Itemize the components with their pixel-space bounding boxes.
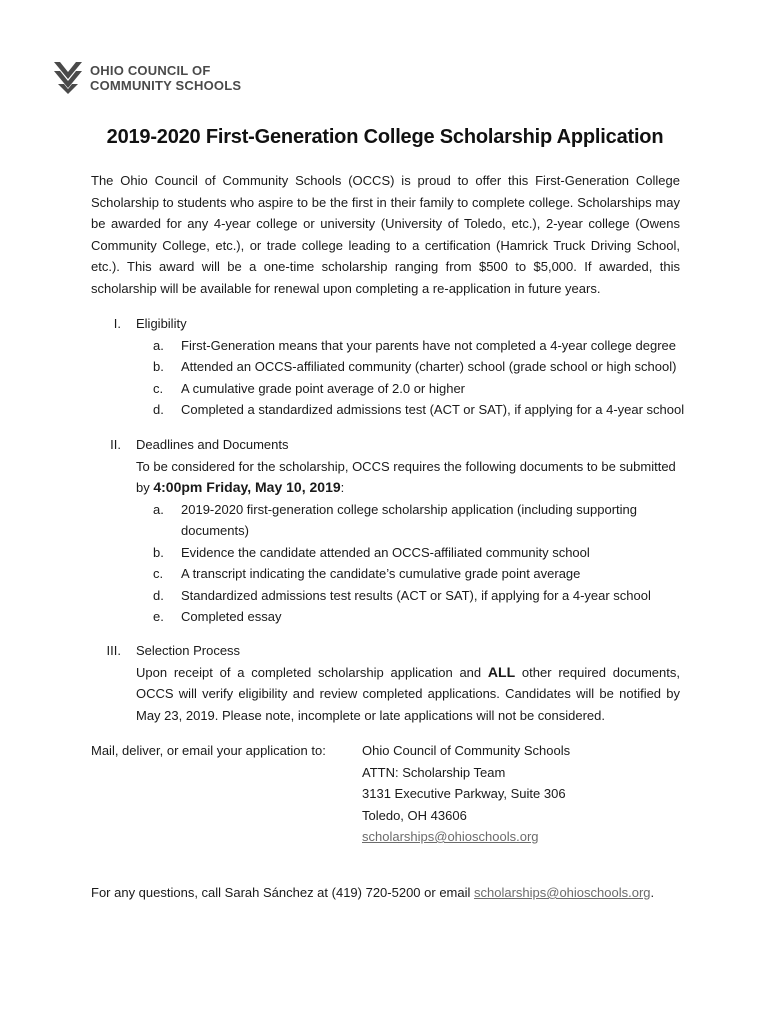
- deadline-intro-text: To be considered for the scholarship, OCCS requires the following documents to be submitted by: [136, 458, 676, 495]
- footer-period: .: [650, 885, 655, 900]
- list-item: [91, 542, 691, 564]
- logo-wordmark: [90, 63, 241, 93]
- address-org: Ohio Council of Community Schools: [362, 743, 571, 758]
- list-item: [91, 606, 691, 628]
- logo-line-2: COMMUNITY SCHOOLS: [90, 78, 242, 93]
- selection-text-2: other required documents, OCCS will verify eligibility and review completed applications. Candidates will be notified by May 23, 2019. Please note, incomplete or late applications will not be considered.: [136, 664, 680, 723]
- footer-email-link[interactable]: scholarships@ohioschools.org: [474, 885, 651, 900]
- selection-text-1: Upon receipt of a completed scholarship application and: [136, 664, 488, 680]
- list-text: Standardized admissions test results (ACT or SAT), if applying for a 4-year school: [181, 587, 651, 603]
- eligibility-list: [91, 335, 691, 421]
- occs-logo: [54, 62, 241, 94]
- list-item: [91, 378, 691, 400]
- list-letter: d.: [153, 587, 164, 603]
- list-letter: c.: [153, 380, 164, 396]
- list-letter: e.: [153, 609, 164, 624]
- deadline-date: 4:00pm Friday, May 10, 2019: [153, 479, 341, 495]
- list-letter: a.: [153, 501, 164, 517]
- list-item: [91, 563, 691, 585]
- list-text: Completed essay: [181, 609, 282, 624]
- contact-footer: [91, 882, 654, 904]
- section-title: Eligibility: [136, 316, 187, 331]
- list-text: Completed a standardized admissions test (ACT or SAT), if applying for a 4-year school: [181, 402, 685, 417]
- list-item: [91, 585, 691, 607]
- mailing-label: Mail, deliver, or email your application to:: [91, 743, 326, 758]
- deadline-intro: [136, 456, 680, 499]
- list-letter: b.: [153, 359, 164, 374]
- list-item: [91, 499, 691, 542]
- section-numeral: I.: [113, 316, 121, 331]
- list-item: [91, 335, 691, 357]
- list-text: A transcript indicating the candidate’s cumulative grade point average: [181, 566, 581, 581]
- footer-text: For any questions, call Sarah Sánchez at (419) 720-5200 or email: [91, 885, 474, 900]
- address-street: 3131 Executive Parkway, Suite 306: [362, 786, 566, 801]
- section-title: Selection Process: [136, 643, 241, 658]
- logo-line-1: OHIO COUNCIL OF: [90, 63, 211, 78]
- page-title: 2019-2020 First-Generation College Scholarship Application: [106, 126, 664, 148]
- selection-paragraph: [136, 662, 680, 727]
- list-item: [91, 399, 691, 421]
- list-item: [91, 356, 691, 378]
- address-attn: ATTN: Scholarship Team: [362, 764, 506, 780]
- section-selection: [91, 640, 691, 726]
- section-title: Deadlines and Documents: [136, 437, 289, 452]
- section-deadlines: [91, 434, 691, 628]
- section-numeral: II.: [110, 437, 121, 452]
- list-letter: c.: [153, 566, 164, 581]
- occs-logo-icon: [54, 62, 82, 94]
- documents-list: [91, 499, 691, 628]
- list-letter: b.: [153, 544, 164, 560]
- intro-paragraph: The Ohio Council of Community Schools (OCCS) is proud to offer this First-Generation College Scholarship to students who aspire to be the first in their family to complete college. Scholarships may be awarded for any 4-year college or university (University of Toledo, etc.), 2-year college (Owens Community College, etc.), or trade college leading to a certification (Hamrick Truck Driving School, etc.). This award will be a one-time scholarship ranging from $500 to $5,000. If awarded, this scholarship will be available for renewal upon completing a re-application in future years.: [91, 173, 680, 296]
- list-text: 2019-2020 first-generation college scholarship application (including supporting documents): [181, 501, 638, 538]
- address-city: Toledo, OH 43606: [362, 807, 467, 823]
- list-text: Evidence the candidate attended an OCCS-affiliated community school: [181, 544, 590, 560]
- list-letter: a.: [153, 337, 164, 353]
- list-text: First-Generation means that your parents have not completed a 4-year college degree: [181, 337, 676, 353]
- section-eligibility: [91, 313, 691, 421]
- list-text: Attended an OCCS-affiliated community (charter) school (grade school or high school): [181, 359, 677, 374]
- deadline-colon: :: [340, 480, 345, 495]
- section-numeral: III.: [106, 643, 121, 658]
- mailing-address: [362, 740, 570, 848]
- mailing-email-link[interactable]: scholarships@ohioschools.org: [362, 829, 539, 844]
- list-letter: d.: [153, 402, 164, 417]
- list-text: A cumulative grade point average of 2.0 or higher: [181, 380, 466, 396]
- selection-emphasis: ALL: [487, 663, 516, 680]
